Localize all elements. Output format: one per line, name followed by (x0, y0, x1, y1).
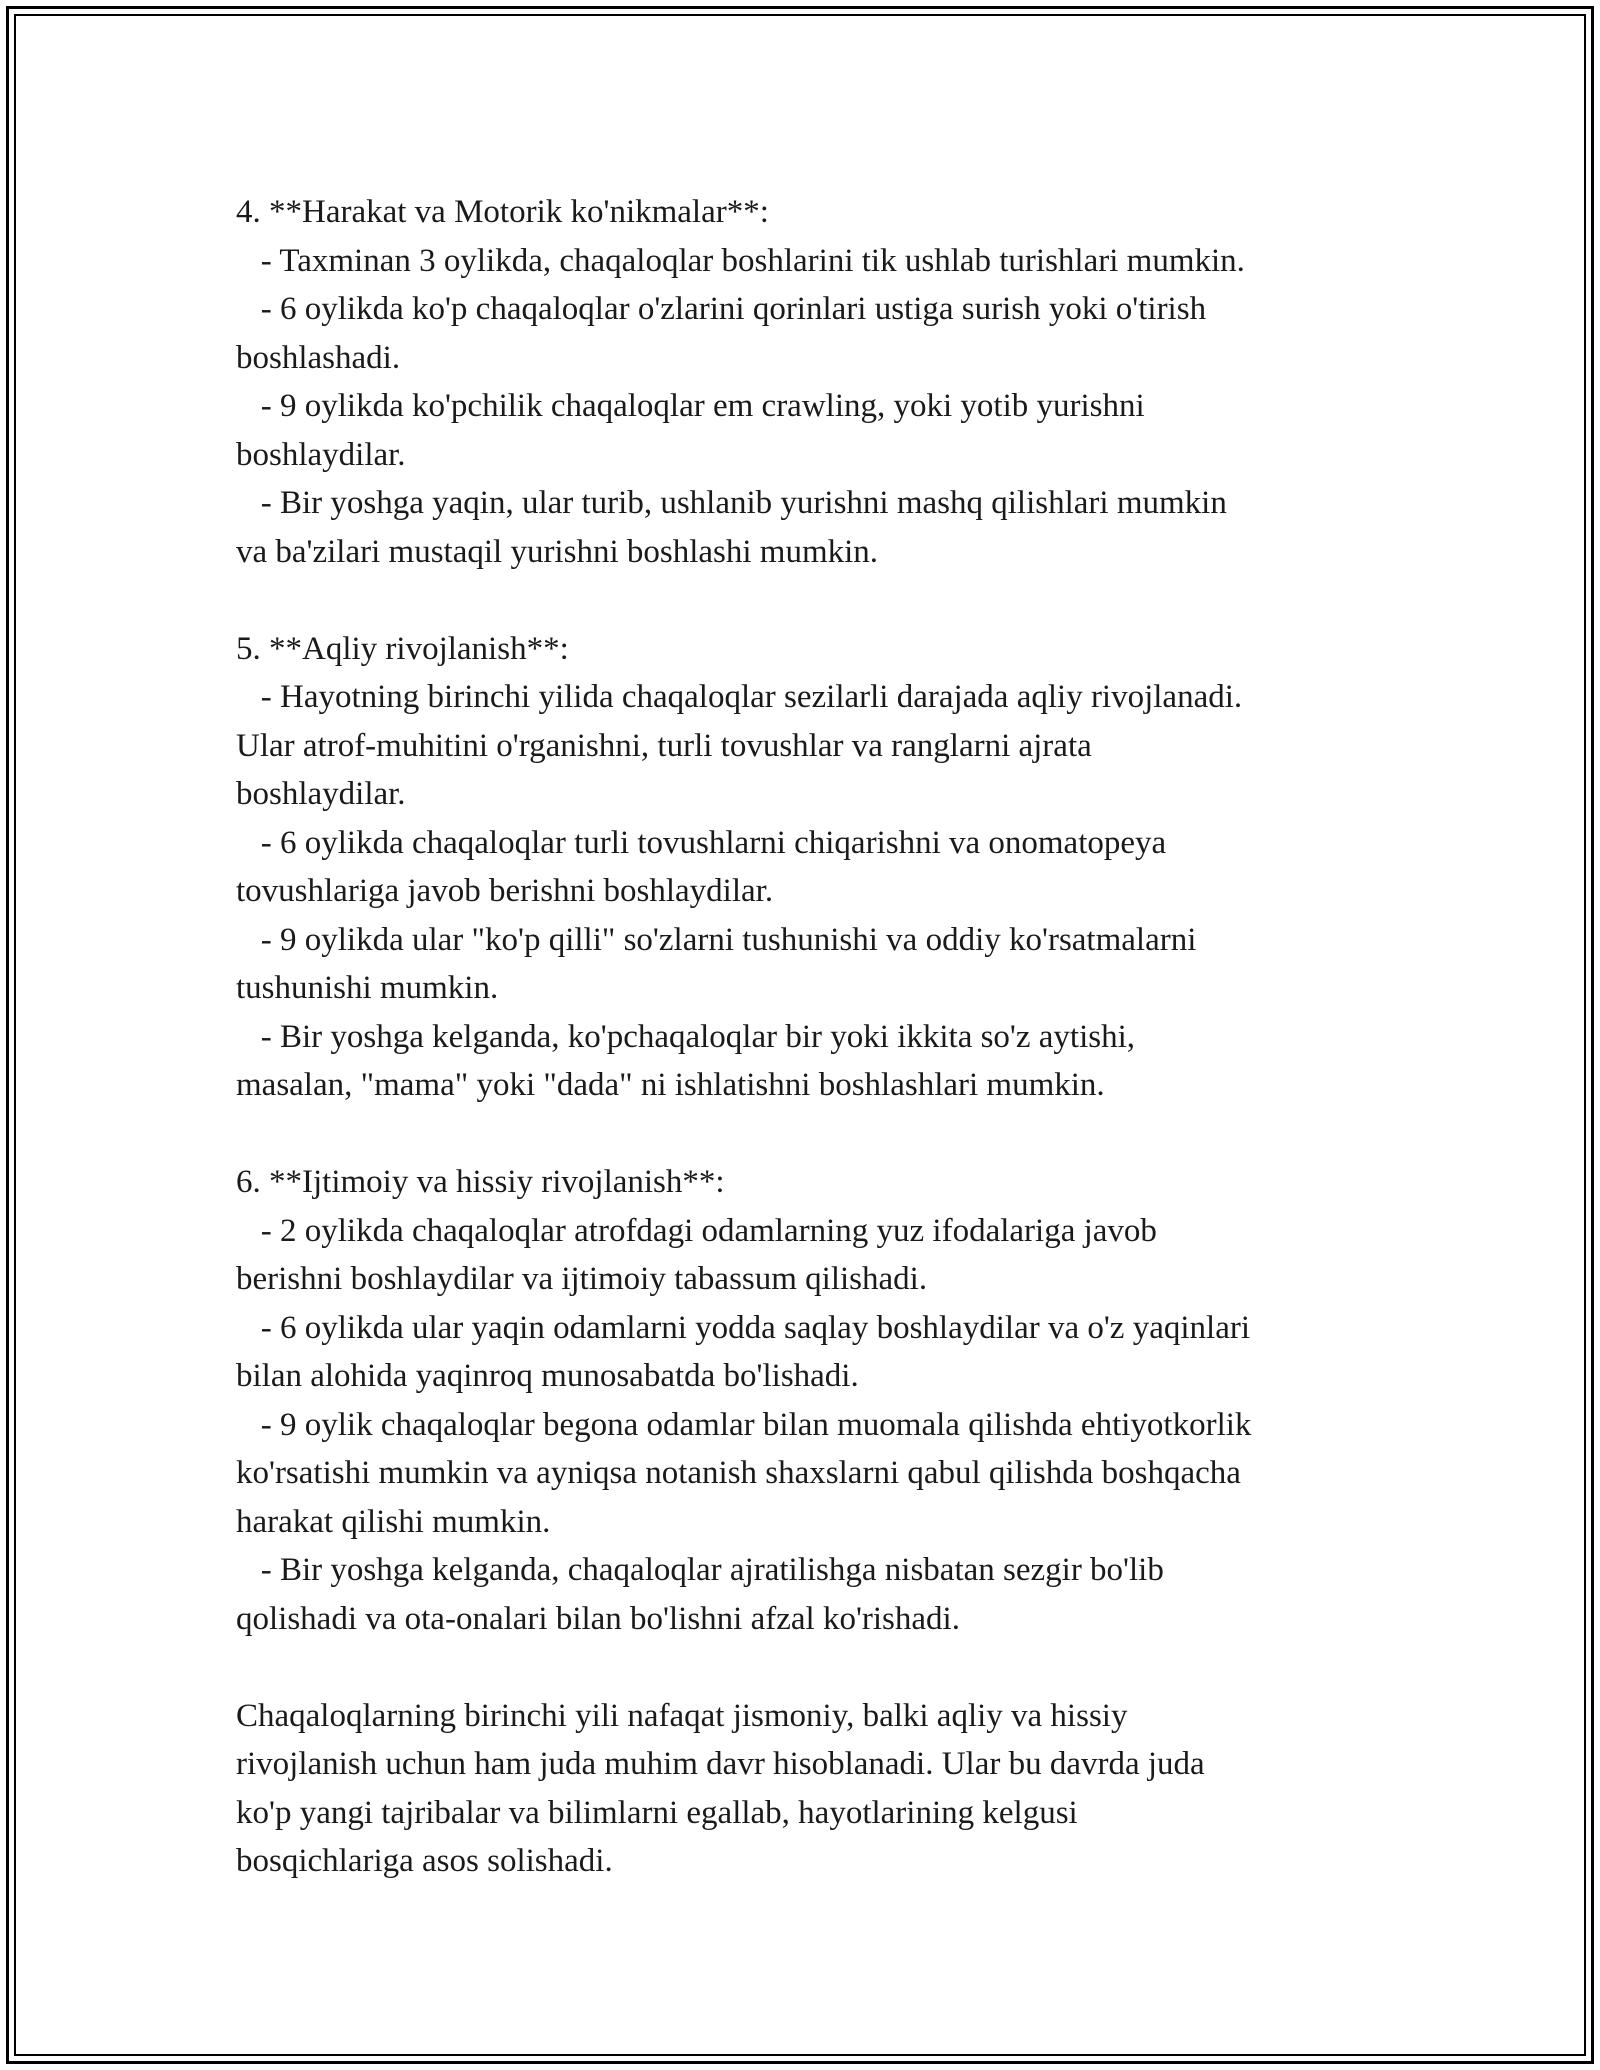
paragraph-gap (236, 576, 1386, 625)
section-heading: 4. **Harakat va Motorik ko'nikmalar**: (236, 194, 769, 230)
text-line: berishni boshlaydilar va ijtimoiy tabassum qilishadi. (236, 1261, 928, 1297)
text-line: Ular atrof-muhitini o'rganishni, turli tovushlar va ranglarni ajrata (236, 727, 1092, 764)
conclusion-paragraph (236, 1692, 1386, 1886)
section-cognitive-development (236, 625, 1386, 1110)
text-line: - 2 oylikda chaqaloqlar atrofdagi odamlarning yuz ifodalariga javob (236, 1212, 1157, 1249)
text-line: bilan alohida yaqinroq munosabatda bo'lishadi. (236, 1358, 859, 1394)
text-line: Chaqaloqlarning birinchi yili nafaqat jismoniy, balki aqliy va hissiy (236, 1697, 1128, 1734)
text-line: - 9 oylikda ular "ko'p qilli" so'zlarni tushunishi va oddiy ko'rsatmalarni (236, 921, 1197, 958)
text-line: bosqichlariga asos solishadi. (236, 1843, 613, 1879)
text-line: boshlashadi. (236, 339, 401, 376)
text-line: tovushlariga javob berishni boshlaydilar. (236, 873, 774, 909)
text-line: - Taxminan 3 oylikda, chaqaloqlar boshlarini tik ushlab turishlari mumkin. (236, 242, 1245, 279)
paragraph-gap (236, 1643, 1386, 1692)
section-motor-skills (236, 188, 1386, 576)
text-line: - Bir yoshga kelganda, ko'pchaqaloqlar bir yoki ikkita so'z aytishi, (236, 1018, 1136, 1055)
text-line: ko'p yangi tajribalar va bilimlarni egallab, hayotlarining kelgusi (236, 1794, 1078, 1831)
text-line: rivojlanish uchun ham juda muhim davr hisoblanadi. Ular bu davrda juda (236, 1746, 1205, 1782)
text-line: boshlaydilar. (236, 436, 406, 473)
document-body (236, 188, 1386, 1886)
text-line: boshlaydilar. (236, 776, 406, 812)
text-line: ko'rsatishi mumkin va ayniqsa notanish shaxslarni qabul qilishda boshqacha (236, 1455, 1241, 1491)
paragraph-gap (236, 1110, 1386, 1159)
text-line: harakat qilishi mumkin. (236, 1503, 551, 1540)
text-line: - Bir yoshga yaqin, ular turib, ushlanib yurishni mashq qilishlari mumkin (236, 485, 1227, 521)
text-line: tushunishi mumkin. (236, 970, 499, 1006)
text-line: - 9 oylik chaqaloqlar begona odamlar bilan muomala qilishda ehtiyotkorlik (236, 1406, 1252, 1443)
text-line: - 6 oylikda ular yaqin odamlarni yodda saqlay boshlaydilar va o'z yaqinlari (236, 1309, 1250, 1346)
text-line: - Hayotning birinchi yilida chaqaloqlar sezilarli darajada aqliy rivojlanadi. (236, 679, 1243, 715)
text-line: qolishadi va ota-onalari bilan bo'lishni afzal ko'rishadi. (236, 1600, 960, 1637)
section-social-emotional (236, 1158, 1386, 1643)
text-line: - 6 oylikda chaqaloqlar turli tovushlarni chiqarishni va onomatopeya (236, 824, 1167, 861)
text-line: va ba'zilari mustaqil yurishni boshlashi mumkin. (236, 533, 879, 570)
text-line: - 6 oylikda ko'p chaqaloqlar o'zlarini qorinlari ustiga surish yoki o'tirish (236, 291, 1207, 327)
text-line: - Bir yoshga kelganda, chaqaloqlar ajratilishga nisbatan sezgir bo'lib (236, 1552, 1164, 1588)
text-line: - 9 oylikda ko'pchilik chaqaloqlar em crawling, yoki yotib yurishni (236, 388, 1145, 424)
text-line: masalan, "mama" yoki "dada" ni ishlatishni boshlashlari mumkin. (236, 1067, 1105, 1103)
section-heading: 5. **Aqliy rivojlanish**: (236, 630, 569, 667)
section-heading: 6. **Ijtimoiy va hissiy rivojlanish**: (236, 1164, 725, 1200)
